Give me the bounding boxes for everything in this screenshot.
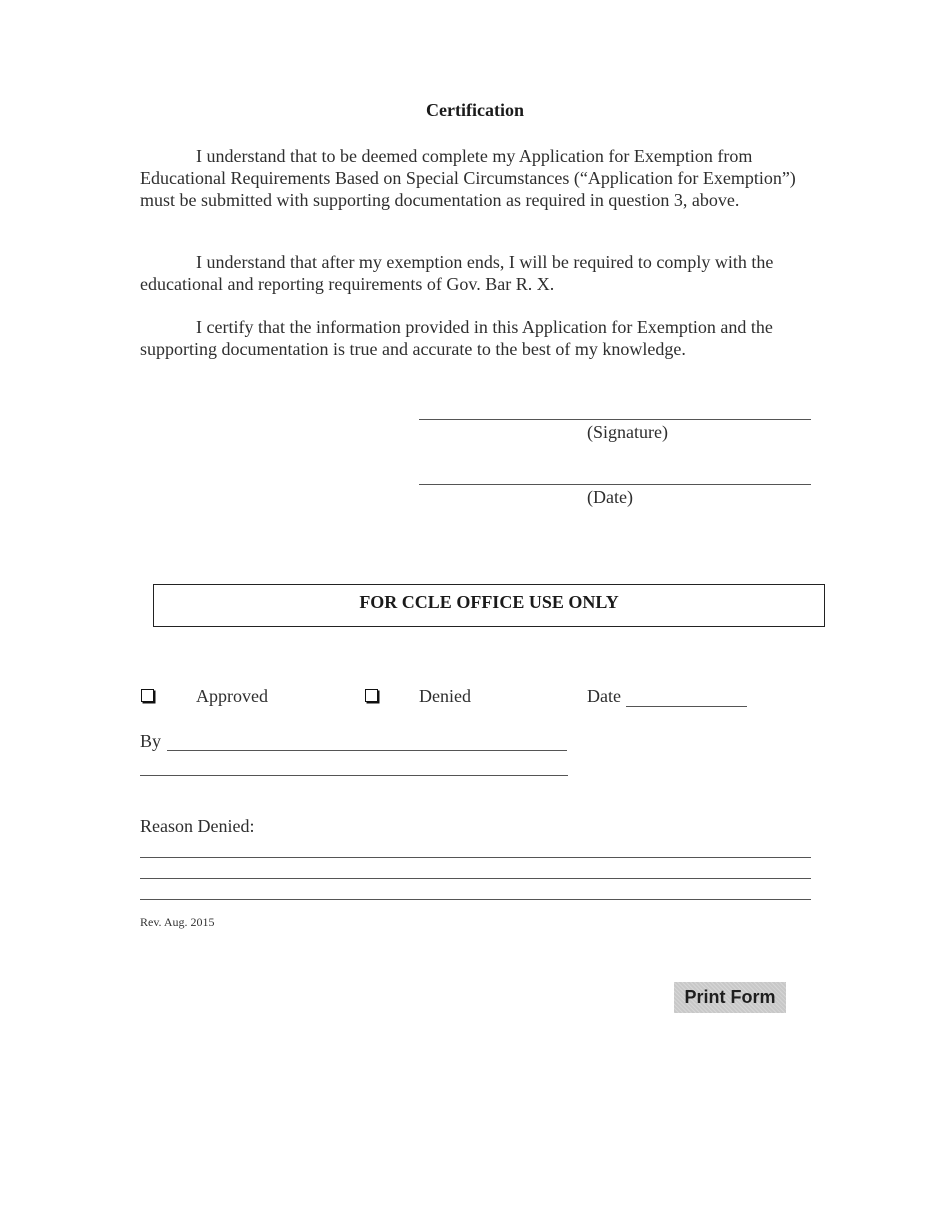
by-label: By (140, 731, 162, 751)
office-date-field[interactable] (626, 706, 747, 707)
reason-denied-line-1[interactable] (140, 857, 811, 858)
by-field[interactable] (167, 750, 567, 751)
signature-date-field[interactable] (419, 484, 811, 485)
signature-label: (Signature) (587, 422, 668, 442)
certification-paragraph-3: I certify that the information provided in this Application for Exemption and the supporting documentation is true and accurate to the best of my knowledge. (140, 317, 773, 359)
by-field-continuation[interactable] (140, 775, 568, 776)
print-form-button[interactable]: Print Form (674, 982, 786, 1013)
certification-paragraph-2: I understand that after my exemption ends, I will be required to comply with the educational and reporting requirements of Gov. Bar R. X. (140, 252, 774, 294)
certification-heading: Certification (426, 100, 524, 120)
certification-paragraph-1: I understand that to be deemed complete my Application for Exemption from Educational Requirements Based on Special Circumstances (“Application for Exemption”) must be submitted with supporting documentation as required in question 3, above. (140, 146, 796, 210)
signature-field[interactable] (419, 419, 811, 420)
reason-denied-label: Reason Denied: (140, 816, 255, 836)
reason-denied-line-2[interactable] (140, 878, 811, 879)
reason-denied-line-3[interactable] (140, 899, 811, 900)
office-date-label: Date (587, 686, 621, 706)
approved-checkbox[interactable] (141, 689, 154, 702)
office-use-title: FOR CCLE OFFICE USE ONLY (359, 592, 619, 612)
revision-note: Rev. Aug. 2015 (140, 915, 215, 929)
signature-date-label: (Date) (587, 487, 633, 507)
approved-label: Approved (196, 686, 268, 706)
denied-checkbox[interactable] (365, 689, 378, 702)
denied-label: Denied (419, 686, 471, 706)
